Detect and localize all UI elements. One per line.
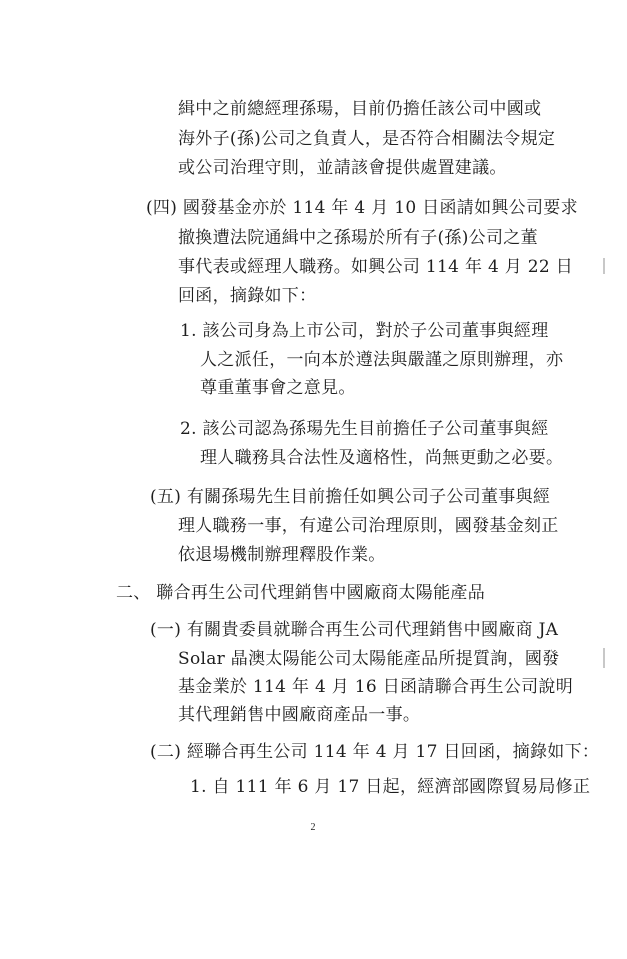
body-text-line: 尊重董事會之意見。 [200, 378, 356, 398]
numbered-item-1: 1. 自 111 年 6 月 17 日起，經濟部國際貿易局修正 [190, 777, 591, 797]
body-text-line: 其代理銷售中國廠商產品一事。 [178, 705, 421, 725]
section-item-2-heading: (二) 經聯合再生公司 114 年 4 月 17 日回函，摘錄如下： [150, 742, 600, 762]
body-text-line: 依退場機制辦理釋股作業。 [178, 545, 386, 565]
body-text-line: 撤換遭法院通緝中之孫瑒於所有子(孫)公司之董 [178, 228, 538, 248]
body-text-line: 回函，摘錄如下： [178, 286, 317, 306]
body-text-line: 基金業於 114 年 4 月 16 日函請聯合再生公司說明 [178, 677, 574, 697]
body-text-line: Solar 晶澳太陽能公司太陽能產品所提質詢，國發 [178, 649, 560, 669]
scan-margin-mark [603, 648, 605, 668]
page-number: 2 [310, 822, 316, 833]
numbered-item-2: 2. 該公司認為孫瑒先生目前擔任子公司董事與經 [180, 419, 549, 439]
scan-margin-mark [603, 258, 605, 274]
body-text-line: 海外子(孫)公司之負責人，是否符合相關法令規定 [178, 129, 556, 149]
body-text-line: 事代表或經理人職務。如興公司 114 年 4 月 22 日 [178, 257, 574, 277]
section-item-1-heading: (一) 有關貴委員就聯合再生公司代理銷售中國廠商 JA [150, 620, 559, 640]
section-item-4-heading: (四) 國發基金亦於 114 年 4 月 10 日函請如興公司要求 [146, 198, 578, 218]
body-text-line: 緝中之前總經理孫瑒，目前仍擔任該公司中國或 [178, 99, 542, 119]
section-item-5-heading: (五) 有關孫瑒先生目前擔任如興公司子公司董事與經 [150, 487, 551, 507]
body-text-line: 理人職務具合法性及適格性，尚無更動之必要。 [200, 448, 564, 468]
body-text-line: 或公司治理守則，並請該會提供處置建議。 [178, 158, 507, 178]
numbered-item-1: 1. 該公司身為上市公司，對於子公司董事與經理 [180, 321, 549, 341]
body-text-line: 理人職務一事，有違公司治理原則，國發基金刻正 [178, 516, 559, 536]
chapter-2-heading: 二、 聯合再生公司代理銷售中國廠商太陽能產品 [116, 583, 486, 603]
body-text-line: 人之派任，一向本於遵法與嚴謹之原則辦理，亦 [200, 350, 564, 370]
